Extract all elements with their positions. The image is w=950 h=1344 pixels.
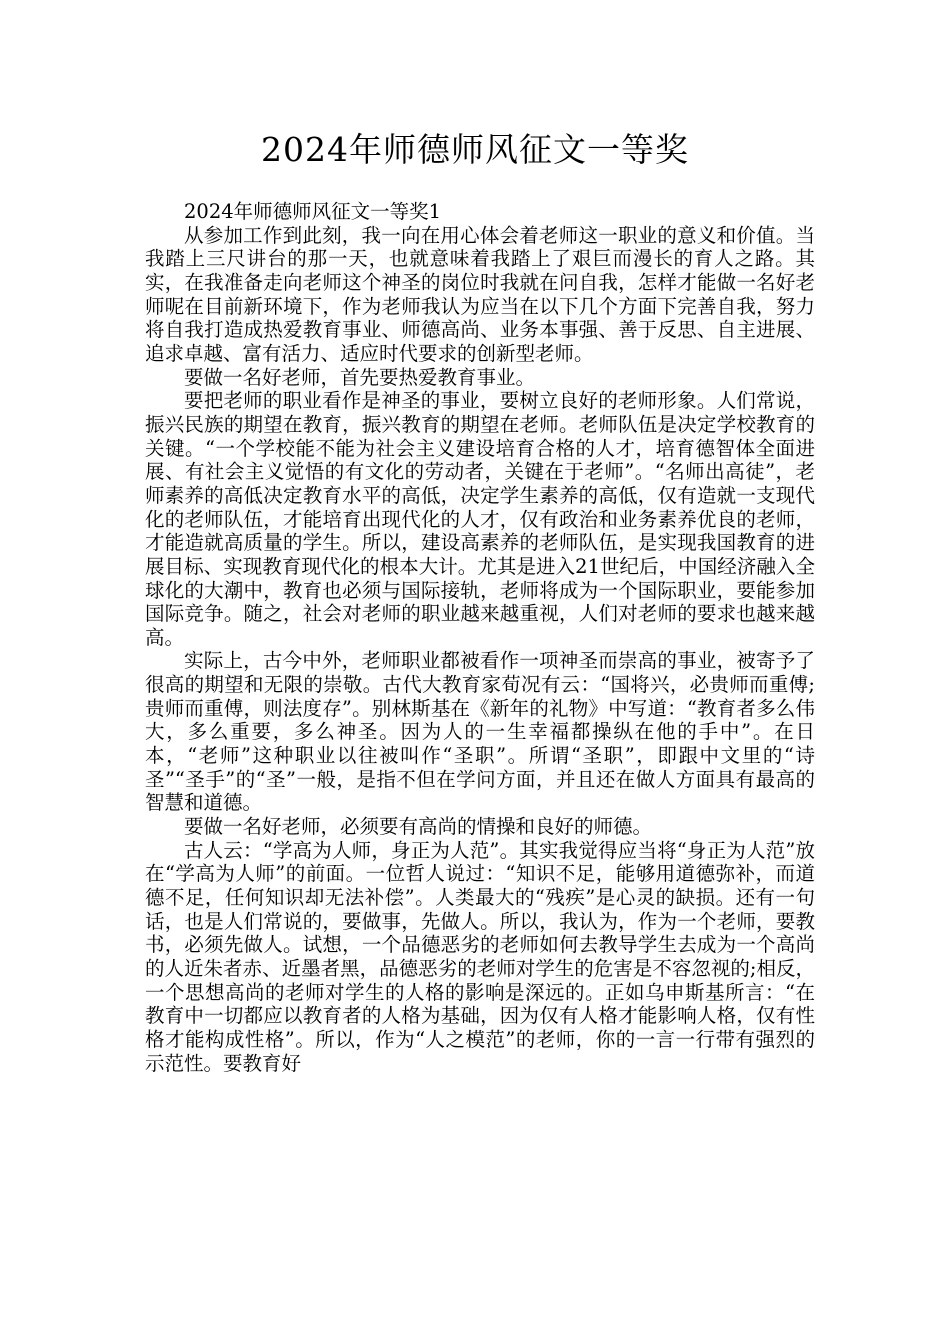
paragraph: 古人云：“学高为人师，身正为人范”。其实我觉得应当将“身正为人范”放在“学高为人师”的前面。一位哲人说过：“知识不足，能够用道德弥补，而道德不足，任何知识却无法补偿”。人类最大的“残疾”是心灵的缺损。还有一句话，也是人们常说的，要做事，先做人。所以，我认为，作为一个老师，要教书，必须先做人。试想，一个品德恶劣的老师如何去教导学生去成为一个高尚的人近朱者赤、近墨者黑，品德恶劣的老师对学生的危害是不容忽视的;相反，一个思想高尚的老师对学生的人格的影响是深远的。正如乌申斯基所言：“在教育中一切都应以教育者的人格为基础，因为仅有人格才能影响人格，仅有性格才能构成性格”。所以，作为“人之模范”的老师，你的一言一行带有强烈的示范性。要教育好: [145, 838, 815, 1075]
paragraph: 要做一名好老师，首先要热爱教育事业。: [184, 365, 536, 389]
paragraph: 实际上，古今中外，老师职业都被看作一项神圣而崇高的事业，被寄予了很高的期望和无限的崇敬。古代大教育家荀况有云：“国将兴，必贵师而重傅;贵师而重傅，则法度存”。别林斯基在《新年的礼物》中写道：“教育者多么伟大，多么重要，多么神圣。因为人的一生幸福都操纵在他的手中”。在日本，“老师”这种职业以往被叫作“圣职”。所谓“圣职”，即跟中文里的“诗圣”“圣手”的“圣”一般，是指不但在学问方面，并且还在做人方面具有最高的智慧和道德。: [145, 649, 815, 815]
document-title: 2024年师德师风征文一等奖: [261, 130, 689, 169]
document-body: [145, 200, 815, 1075]
paragraph: 要做一名好老师，必须要有高尚的情操和良好的师德。: [184, 815, 653, 839]
paragraph: 要把老师的职业看作是神圣的事业，要树立良好的老师形象。人们常说，振兴民族的期望在教育，振兴教育的期望在老师。老师队伍是决定学校教育的关键。“一个学校能不能为社会主义建设培育合格的人才，培育德智体全面进展、有社会主义觉悟的有文化的劳动者，关键在于老师”。“名师出高徒”，老师素养的高低决定教育水平的高低，决定学生素养的高低，仅有造就一支现代化的老师队伍，才能培育出现代化的人才，仅有政治和业务素养优良的老师，才能造就高质量的学生。所以，建设高素养的老师队伍，是实现我国教育的进展目标、实现教育现代化的根本大计。尤其是进入21世纪后，中国经济融入全球化的大潮中，教育也必须与国际接轨，老师将成为一个国际职业，要能参加国际竞争。随之，社会对老师的职业越来越重视，人们对老师的要求也越来越高。: [145, 389, 815, 649]
paragraph: 从参加工作到此刻，我一向在用心体会着老师这一职业的意义和价值。当我踏上三尺讲台的那一天，也就意味着我踏上了艰巨而漫长的育人之路。其实，在我准备走向老师这个神圣的岗位时我就在问自我，怎样才能做一名好老师呢在目前新环境下，作为老师我认为应当在以下几个方面下完善自我，努力将自我打造成热爱教育事业、师德高尚、业务本事强、善于反思、自主进展、追求卓越、富有活力、适应时代要求的创新型老师。: [145, 223, 815, 365]
section-heading: 2024年师德师风征文一等奖1: [184, 200, 442, 223]
